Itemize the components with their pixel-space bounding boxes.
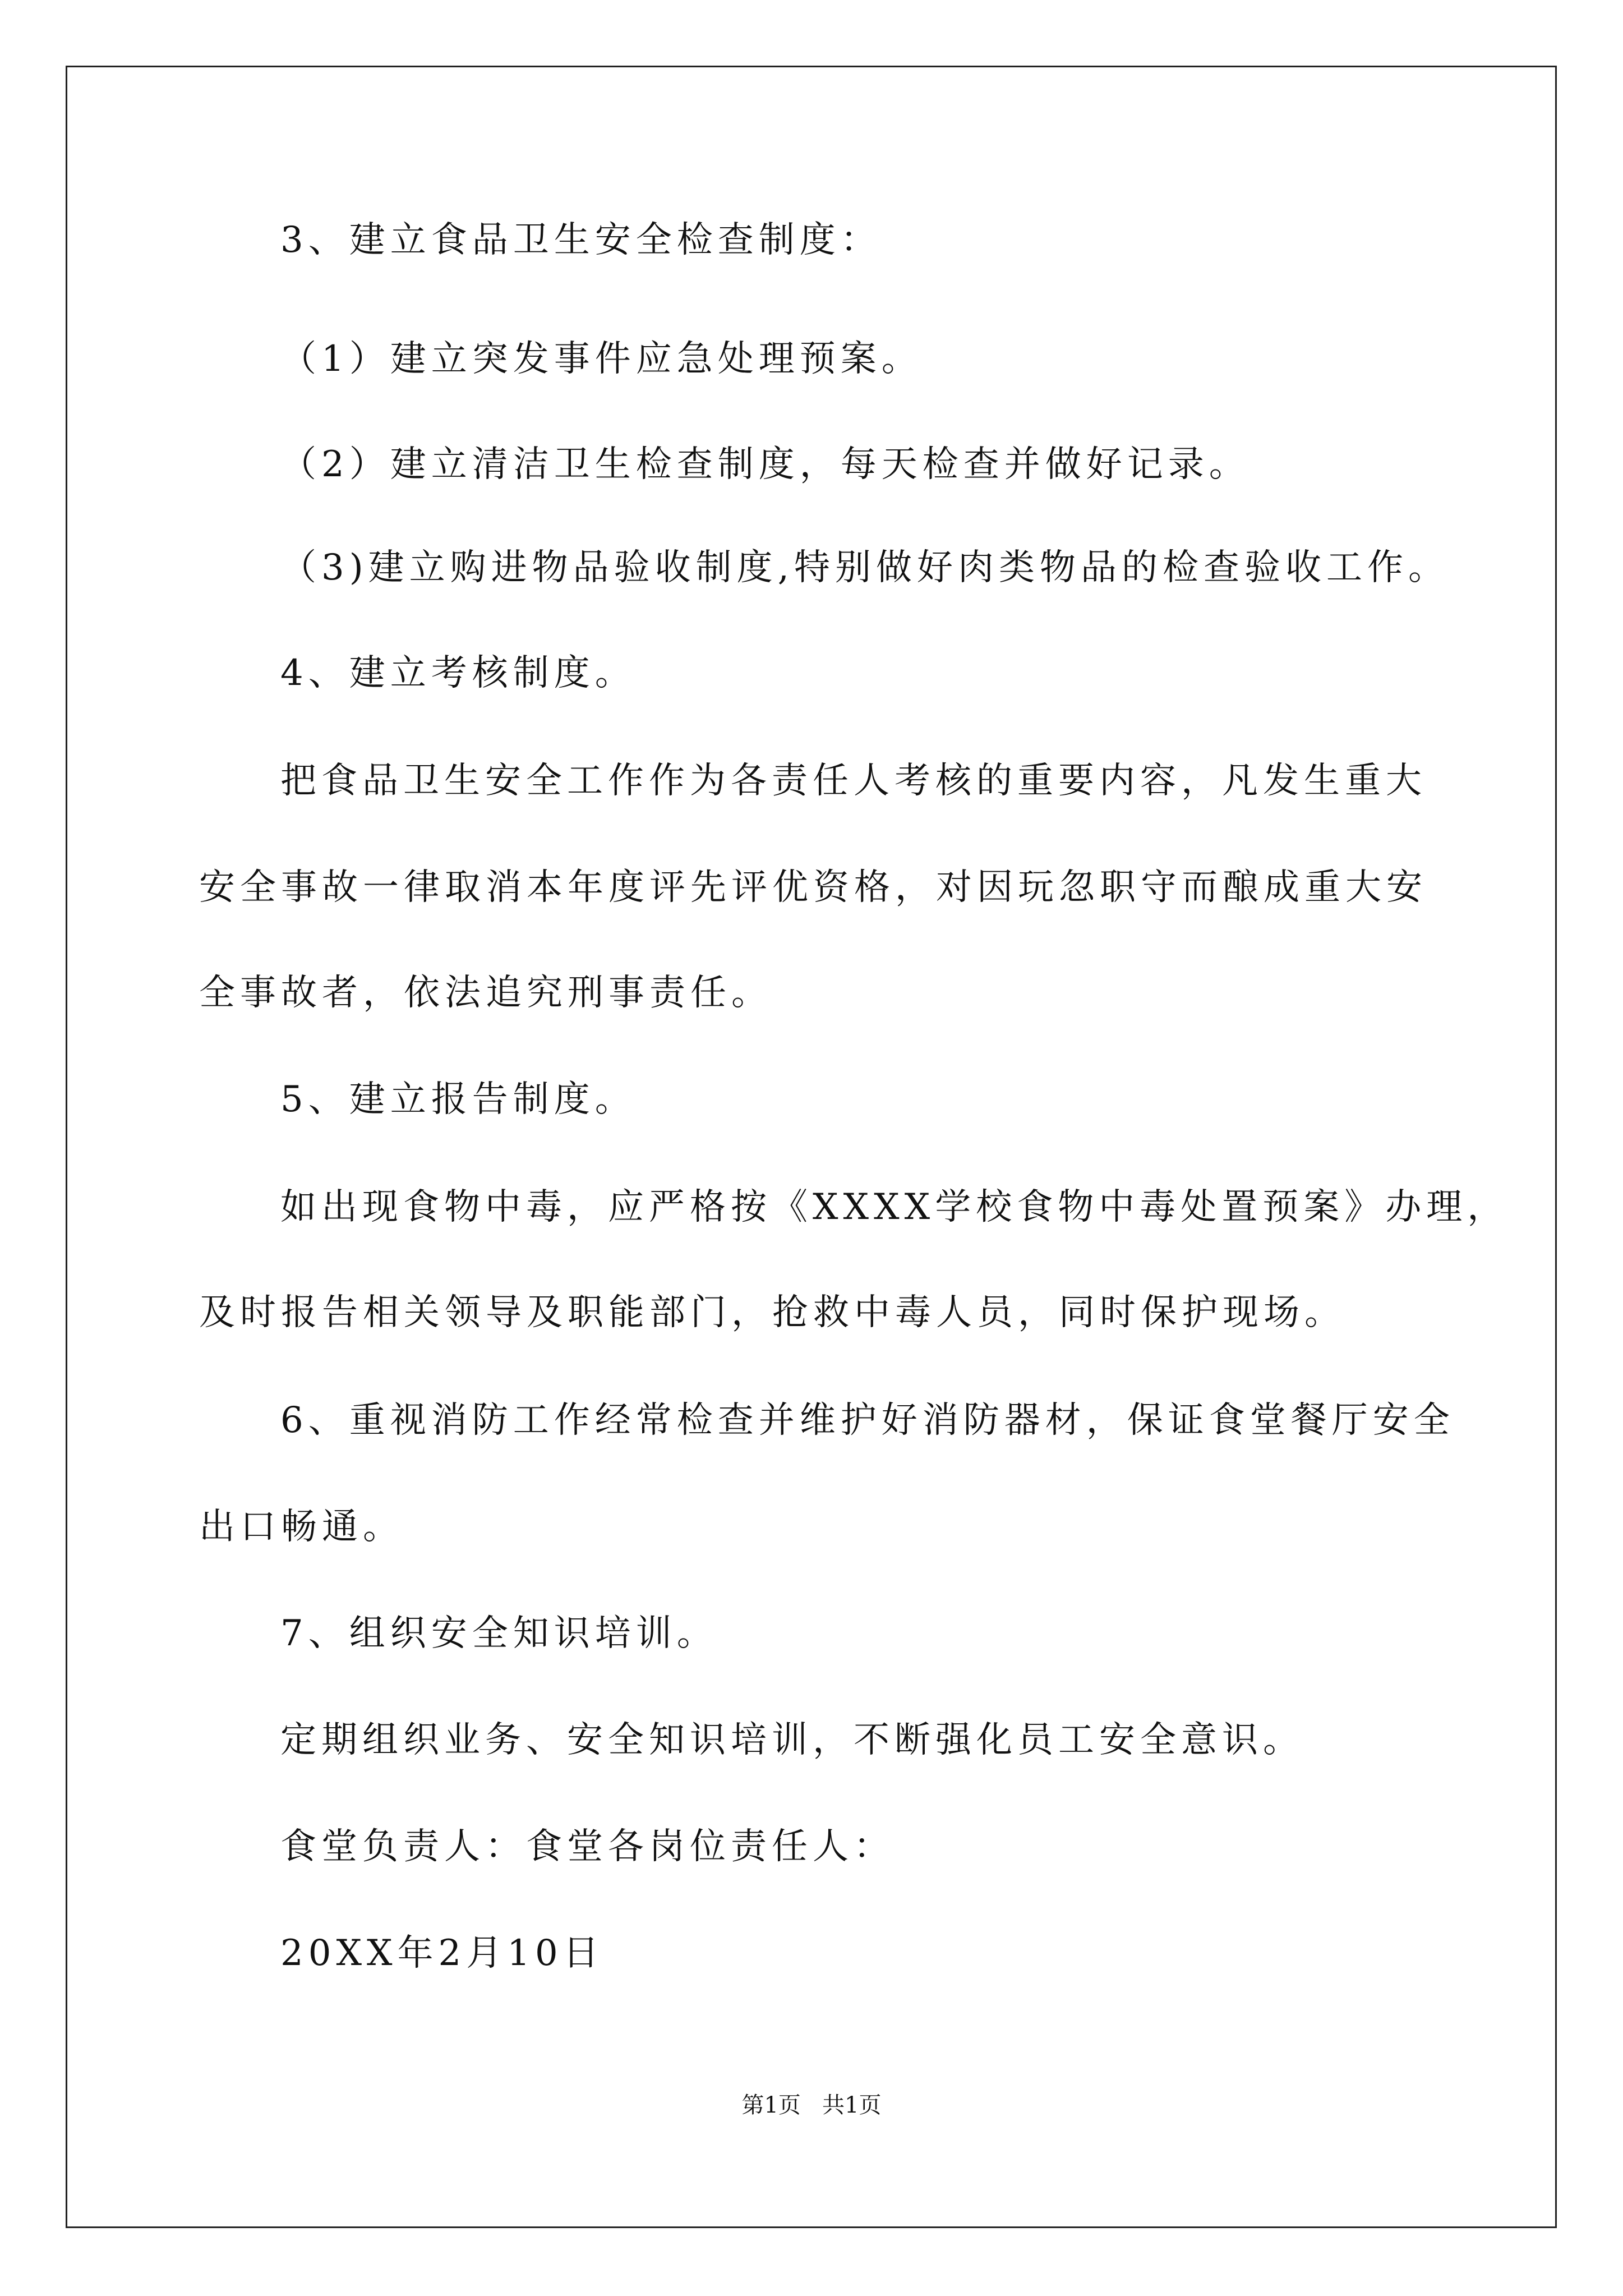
paragraph-reporting-line-1: 如出现食物中毒，应严格按《XXXX学校食物中毒处置预案》办理，: [280, 1186, 1509, 1228]
paragraph-assessment-line-2: 安全事故一律取消本年度评先评优资格，对因玩忽职守而酿成重大安: [199, 867, 1427, 908]
page-border: [66, 66, 1557, 2228]
paragraph-reporting-line-2: 及时报告相关领导及职能部门，抢救中毒人员，同时保护现场。: [199, 1292, 1345, 1333]
item-cleaning-inspection: （2）建立清洁卫生检查制度，每天检查并做好记录。: [280, 444, 1250, 485]
item-emergency-plan: （1）建立突发事件应急处理预案。: [280, 338, 923, 380]
item-purchase-acceptance: （3)建立购进物品验收制度,特别做好肉类物品的检查验收工作。: [280, 547, 1450, 588]
signature-line: 食堂负责人：食堂各岗位责任人：: [280, 1826, 895, 1867]
page-footer: 第1页 共1页: [741, 2092, 882, 2118]
paragraph-training: 定期组织业务、安全知识培训，不断强化员工安全意识。: [280, 1719, 1304, 1761]
heading-food-safety-inspection: 3、建立食品卫生安全检查制度：: [280, 219, 882, 261]
heading-assessment: 4、建立考核制度。: [280, 652, 636, 694]
date-line: 20XX年2月10日: [280, 1932, 604, 1974]
paragraph-assessment-line-1: 把食品卫生安全工作作为各责任人考核的重要内容，凡发生重大: [280, 760, 1427, 802]
heading-reporting: 5、建立报告制度。: [280, 1079, 636, 1120]
paragraph-fire-safety-line-1: 6、重视消防工作经常检查并维护好消防器材，保证食堂餐厅安全: [280, 1400, 1455, 1441]
heading-training: 7、组织安全知识培训。: [280, 1613, 718, 1654]
paragraph-fire-safety-line-2: 出口畅通。: [199, 1506, 404, 1548]
paragraph-assessment-line-3: 全事故者，依法追究刑事责任。: [199, 972, 772, 1014]
